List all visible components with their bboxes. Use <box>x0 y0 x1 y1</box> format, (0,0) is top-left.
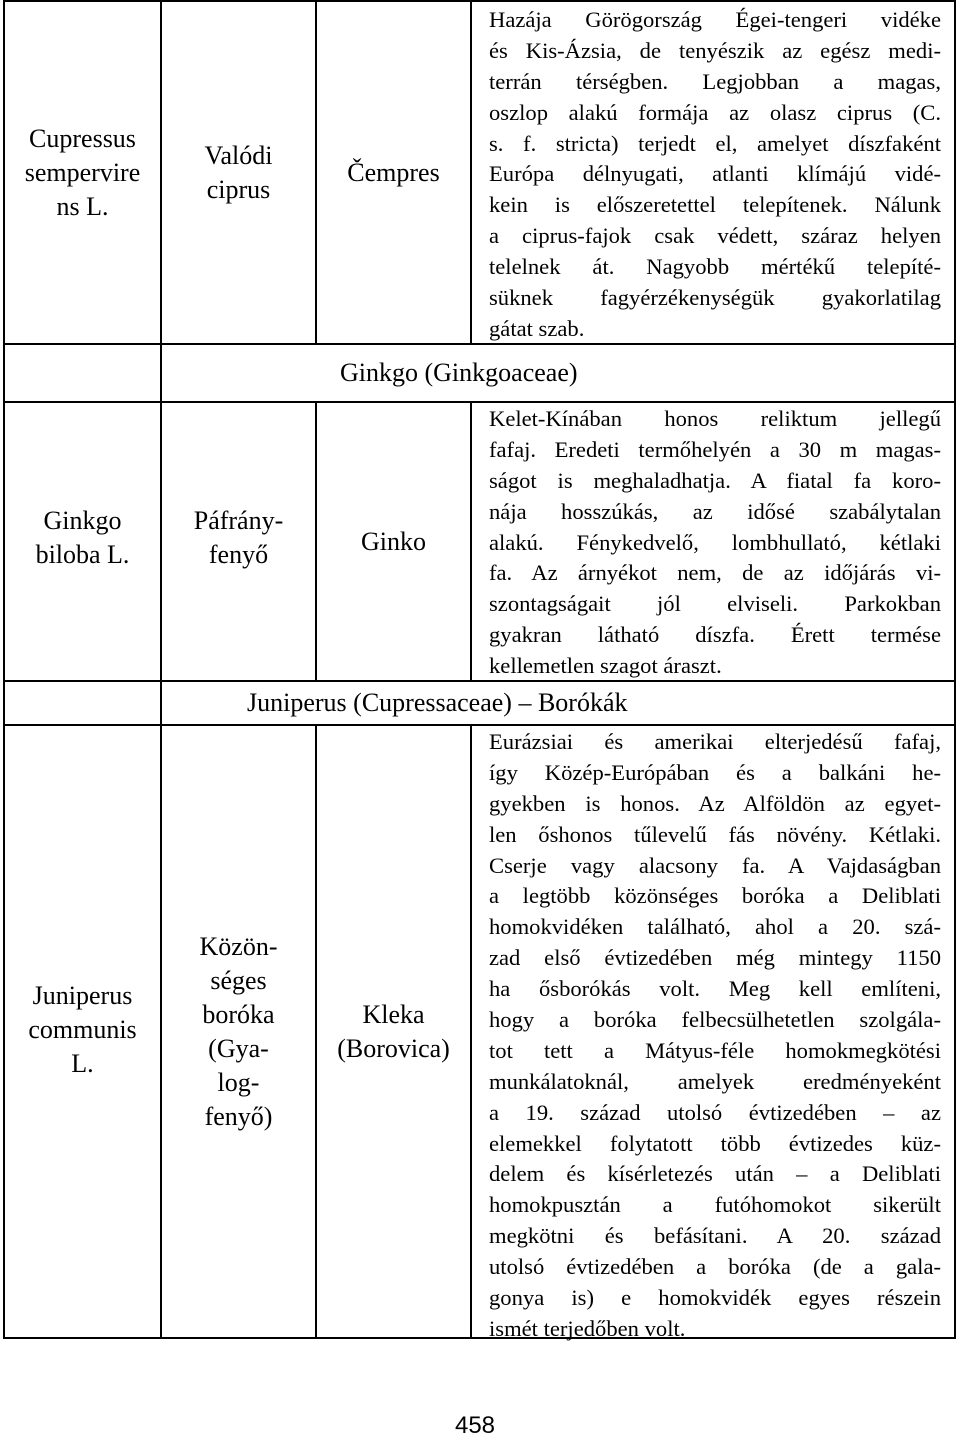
hungarian-name-line: boróka <box>202 999 275 1029</box>
description-line: homokpusztán a futóhomokot sikerült <box>489 1192 941 1218</box>
latin-name-line: communis <box>28 1014 137 1044</box>
description-line: fafaj. Eredeti termőhelyén a 30 m magas- <box>489 436 941 462</box>
description-line: ha ősborókás volt. Meg kell említeni, <box>489 976 941 1002</box>
latin-name-line: Cupressus <box>29 123 136 153</box>
description-line: és Kis-Ázsia, de tenyészik az egész medi- <box>489 37 941 63</box>
latin-name-line: sempervire <box>24 157 141 187</box>
description-line: így Közép-Európában és a balkáni he- <box>489 759 941 785</box>
table-border-right <box>954 0 956 1339</box>
serbian-name-cell <box>317 403 470 680</box>
latin-name-line: Juniperus <box>32 980 133 1010</box>
description-line: len őshonos tűlevelű fás növény. Kétlaki. <box>489 821 941 847</box>
family-header: Ginkgo (Ginkgoaceae) <box>340 358 578 387</box>
hungarian-name-cell <box>162 345 315 680</box>
description-line: Eurázsiai és amerikai elterjedésű fafaj, <box>489 729 941 754</box>
description-line: Hazája Görögország Égei-tengeri vidéke <box>489 7 941 32</box>
serbian-name-line: (Borovica) <box>337 1033 450 1063</box>
description-line: s. f. stricta) terjedt el, amelyet díszfaként <box>489 130 941 156</box>
description-line: süknek fagyérzékenységük gyakorlatilag <box>489 285 941 311</box>
description-line: homokvidéken található, ahol a 20. szá- <box>489 914 941 940</box>
serbian-name-cell <box>317 2 470 343</box>
hungarian-name-line: Páfrány- <box>193 505 284 535</box>
description-cell <box>489 404 941 682</box>
hungarian-name-line: Valódi <box>204 140 273 170</box>
description-line: utolsó évtizedében a boróka (de a gala- <box>489 1254 941 1280</box>
latin-name-cell <box>5 682 160 1337</box>
serbian-name-line: Čempres <box>347 157 440 187</box>
description-line: ismét terjedőben volt. <box>489 1315 686 1341</box>
latin-name-cell <box>5 345 160 680</box>
description-cell <box>489 5 941 345</box>
description-line: ságot is meghaladhatja. A fiatal fa koro- <box>489 467 941 493</box>
description-line: a ciprus-fajok csak védett, száraz helyen <box>489 223 941 249</box>
hungarian-name-cell <box>162 2 315 343</box>
hungarian-name-line: Közön- <box>199 931 278 961</box>
hungarian-name-line: séges <box>210 965 267 995</box>
family-header: Juniperus (Cupressaceae) – Borókák <box>247 688 628 717</box>
species-table <box>3 0 956 1339</box>
description-cell <box>489 727 941 1345</box>
description-line: fa. Az árnyékot nem, de az időjárás vi- <box>489 560 941 586</box>
description-line: terrán térségben. Legjobban a magas, <box>489 68 941 94</box>
column-divider <box>470 0 472 345</box>
description-line: munkálatoknál, amelyek eredményeként <box>489 1068 941 1094</box>
description-line: gyakran látható díszfa. Érett termése <box>489 622 941 648</box>
serbian-name-line: Ginko <box>361 526 426 556</box>
family-header-cell <box>162 682 954 724</box>
description-line: gátat szab. <box>489 315 585 341</box>
description-line: zad első évtizedében még mintegy 1150 <box>489 945 941 971</box>
latin-name-line: L. <box>71 1048 94 1078</box>
description-line: oszlop alakú formája az olasz ciprus (C. <box>489 99 941 125</box>
column-divider <box>470 401 472 682</box>
description-line: Cserje vagy alacsony fa. A Vajdaságban <box>489 852 941 878</box>
latin-name-line: biloba L. <box>35 539 130 569</box>
hungarian-name-line: (Gya- <box>208 1033 269 1063</box>
description-line: a 19. század utolsó évtizedében – az <box>489 1099 941 1125</box>
description-line: Kelet-Kínában honos reliktum jellegű <box>489 406 941 431</box>
description-line: tot tett a Mátyus-féle homokmegkötési <box>489 1037 941 1063</box>
serbian-name-cell <box>317 726 470 1337</box>
serbian-name-line: Kleka <box>362 999 425 1029</box>
hungarian-name-line: log- <box>217 1067 260 1097</box>
description-line: kellemetlen szagot áraszt. <box>489 653 722 679</box>
latin-name-line: ns L. <box>56 191 109 221</box>
page-number: 458 <box>454 1412 496 1439</box>
description-line: telelnek át. Nagyobb mértékű telepíté- <box>489 254 941 280</box>
description-line: szontagságait jól elviseli. Parkokban <box>489 591 941 617</box>
column-divider <box>470 724 472 1339</box>
description-line: elemekkel folytatott több évtizedes küz- <box>489 1130 941 1156</box>
hungarian-name-line: ciprus <box>206 174 271 204</box>
latin-name-cell <box>5 2 160 343</box>
description-line: gonya is) e homokvidék egyes részein <box>489 1285 941 1311</box>
description-line: kein is előszeretettel telepítenek. Nálunk <box>489 192 941 218</box>
description-line: nája hosszúkás, az idősé szabálytalan <box>489 498 941 524</box>
description-line: a legtöbb közönséges boróka a Deliblati <box>489 883 941 909</box>
description-line: alakú. Fénykedvelő, lombhullató, kétlaki <box>489 529 941 555</box>
hungarian-name-line: fenyő <box>208 539 269 569</box>
description-line: gyekben is honos. Az Alföldön az egyet- <box>489 790 941 816</box>
hungarian-name-line: fenyő) <box>204 1101 273 1131</box>
hungarian-name-cell <box>162 726 315 1337</box>
latin-name-line: Ginkgo <box>43 505 122 535</box>
description-line: delem és kísérletezés után – a Deliblati <box>489 1161 941 1187</box>
description-line: Európa délnyugati, atlanti klímájú vidé- <box>489 161 941 187</box>
description-line: hogy a boróka felbecsülhetetlen szolgála- <box>489 1007 941 1033</box>
description-line: megkötni és befásítani. A 20. század <box>489 1223 941 1249</box>
